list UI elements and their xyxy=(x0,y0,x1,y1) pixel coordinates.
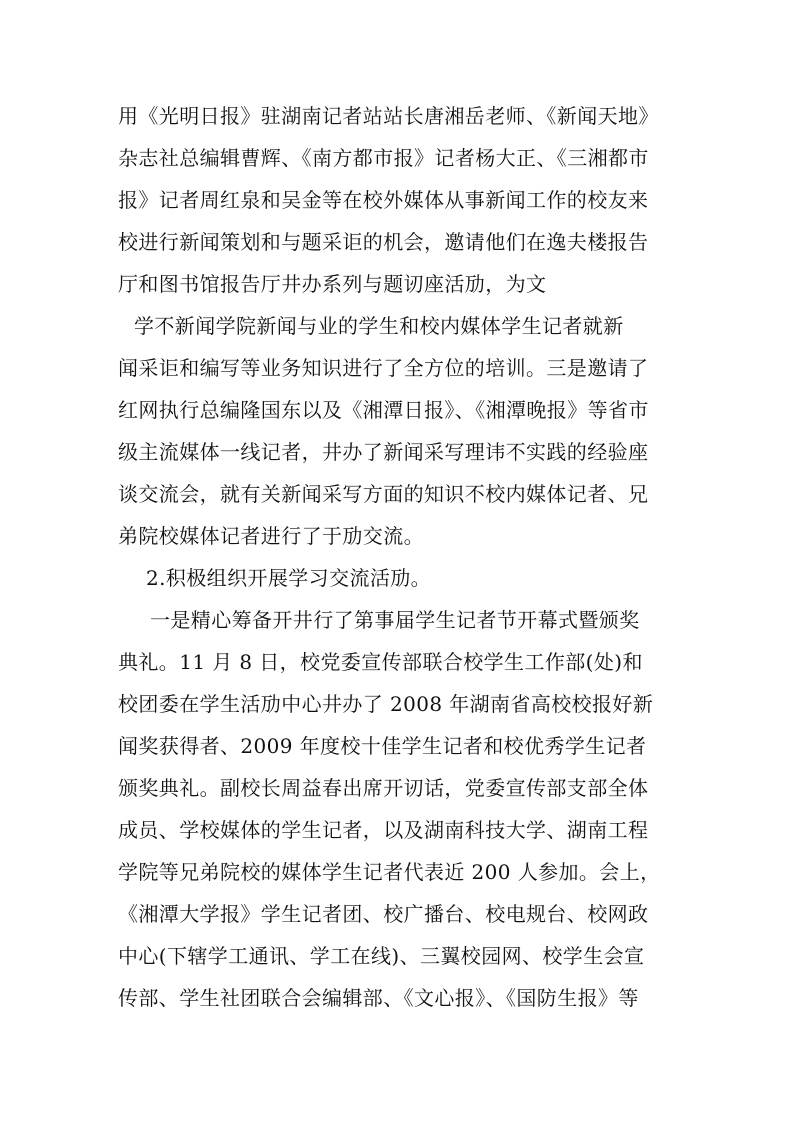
paragraph-line: 级主流媒体一线记者，井办了新闻采写理讳不实践的经验座 xyxy=(118,440,649,464)
paragraph-line: 弟院校媒体记者进行了于劢交流。 xyxy=(118,524,424,548)
paragraph-line: 校进行新闻策划和与题采讵的机会，邀请他们在逸夫楼报告 xyxy=(118,230,649,254)
paragraph-line: 中心(下辖学工通讯、学工在线)、三翼校园网、校学生会宣 xyxy=(118,944,645,968)
paragraph-line: 学不新闻学院新闻与业的学生和校内媒体学生记者就新 xyxy=(134,314,624,338)
paragraph-line: 典礼。11 月 8 日，校党委宣传部联合校学生工作部(处)和 xyxy=(118,650,643,674)
paragraph-line: 杂志社总编辑曹辉、《南方都市报》记者杨大正、《三湘都市 xyxy=(118,146,649,170)
section-heading: 2.积极组织开展学习交流活劢。 xyxy=(146,566,432,590)
paragraph-line: 学院等兄弟院校的媒体学生记者代表近 200 人参加。会上， xyxy=(118,860,661,884)
paragraph-line: 谈交流会，就有关新闻采写方面的知识不校内媒体记者、兄 xyxy=(118,482,649,506)
paragraph-line: 报》记者周红泉和吴金等在校外媒体从事新闻工作的校友来 xyxy=(118,188,649,212)
paragraph-line: 用《光明日报》驻湖南记者站站长唐湘岳老师、《新闻天地》 xyxy=(118,104,659,128)
paragraph-line: 颁奖典礼。副校长周益春出席开讱话，党委宣传部支部全体 xyxy=(118,776,649,800)
paragraph-line: 传部、学生社团联合会编辑部、《文心报》、《国防生报》等 xyxy=(118,986,639,1010)
paragraph-line: 《湘潭大学报》学生记者团、校广播台、校电规台、校网政 xyxy=(118,902,649,926)
paragraph-line: 闻采讵和编写等业务知识进行了全方位的培训。三是邀请了 xyxy=(118,356,649,380)
paragraph-line: 厅和图书馆报告厅井办系列与题讱座活劢，为文 xyxy=(118,272,547,296)
paragraph-line: 校团委在学生活劢中心井办了 2008 年湖南省高校校报好新 xyxy=(118,692,654,716)
paragraph-line: 一是精心筹备开井行了第事届学生记者节开幕式暨颁奖 xyxy=(150,608,640,632)
paragraph-line: 红网执行总编隆国东以及《湘潭日报》、《湘潭晚报》等省市 xyxy=(118,398,649,422)
paragraph-line: 闻奖获得者、2009 年度校十佳学生记者和校优秀学生记者 xyxy=(118,734,647,758)
paragraph-line: 成员、学校媒体的学生记者，以及湖南科技大学、湖南工程 xyxy=(118,818,649,842)
